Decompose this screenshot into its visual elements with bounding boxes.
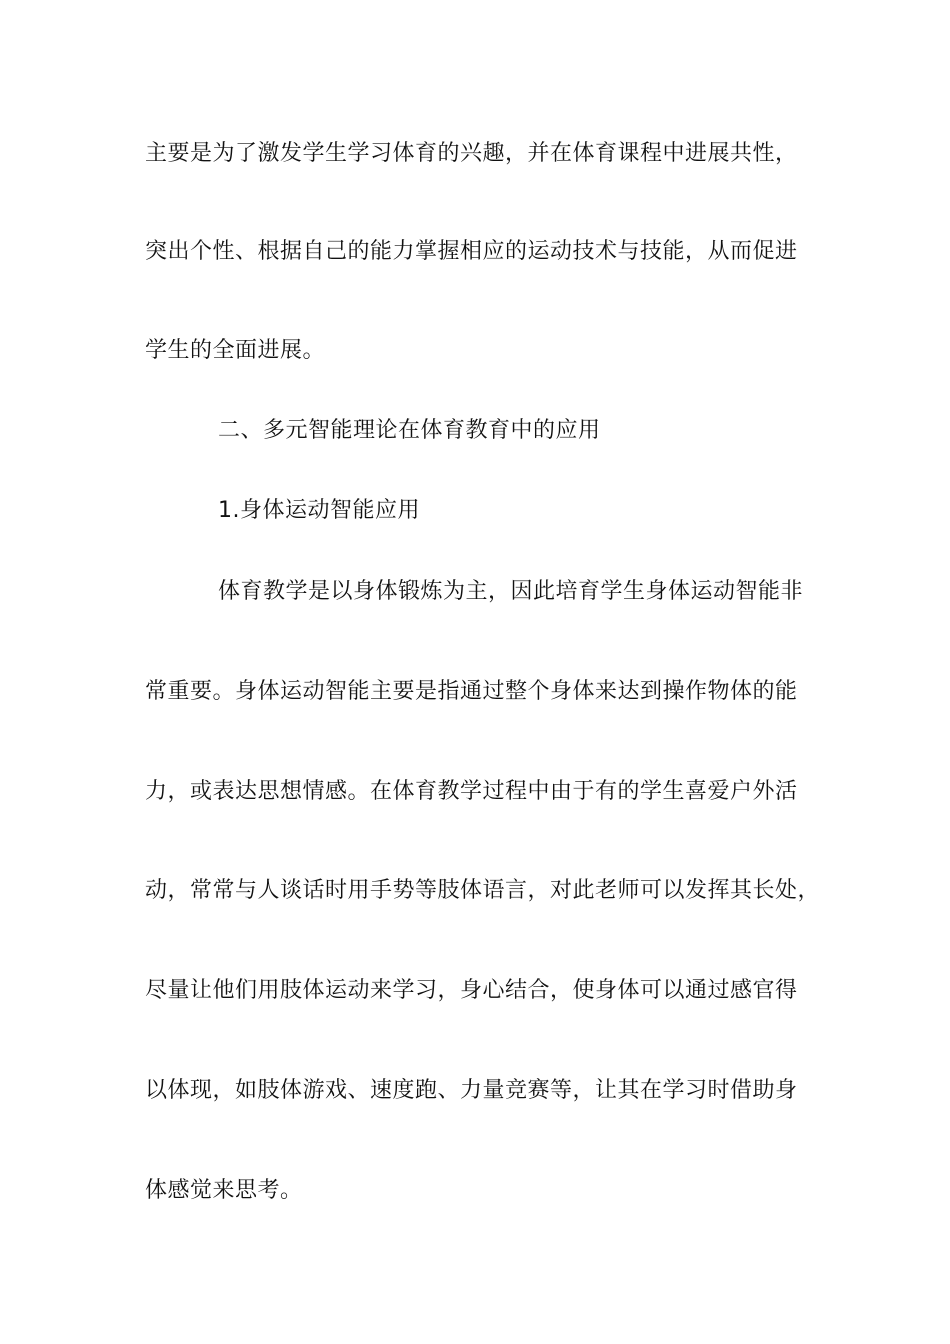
paragraph-2-line-2: 常重要。身体运动智能主要是指通过整个身体来达到操作物体的能 (145, 679, 798, 704)
paragraph-2-line-5: 尽量让他们用肢体运动来学习，身心结合，使身体可以通过感官得 (145, 978, 798, 1003)
paragraph-1-line-3: 学生的全面进展。 (145, 338, 326, 363)
paragraph-2-line-1: 体育教学是以身体锻炼为主，因此培育学生身体运动智能非 (218, 579, 804, 604)
paragraph-2-line-7: 体感觉来思考。 (145, 1178, 303, 1203)
paragraph-2-line-3: 力，或表达思想情感。在体育教学过程中由于有的学生喜爱户外活 (145, 779, 798, 804)
paragraph-1-line-1: 主要是为了激发学生学习体育的兴趣，并在体育课程中进展共性， (145, 141, 798, 166)
paragraph-2-line-6: 以体现，如肢体游戏、速度跑、力量竞赛等，让其在学习时借助身 (145, 1078, 798, 1103)
subsection-heading: 1.身体运动智能应用 (218, 498, 420, 523)
section-heading: 二、多元智能理论在体育教育中的应用 (218, 418, 601, 443)
paragraph-1-line-2: 突出个性、根据自己的能力掌握相应的运动技术与技能，从而促进 (145, 239, 798, 264)
paragraph-2-line-4: 动，常常与人谈话时用手势等肢体语言，对此老师可以发挥其长处， (145, 878, 821, 903)
